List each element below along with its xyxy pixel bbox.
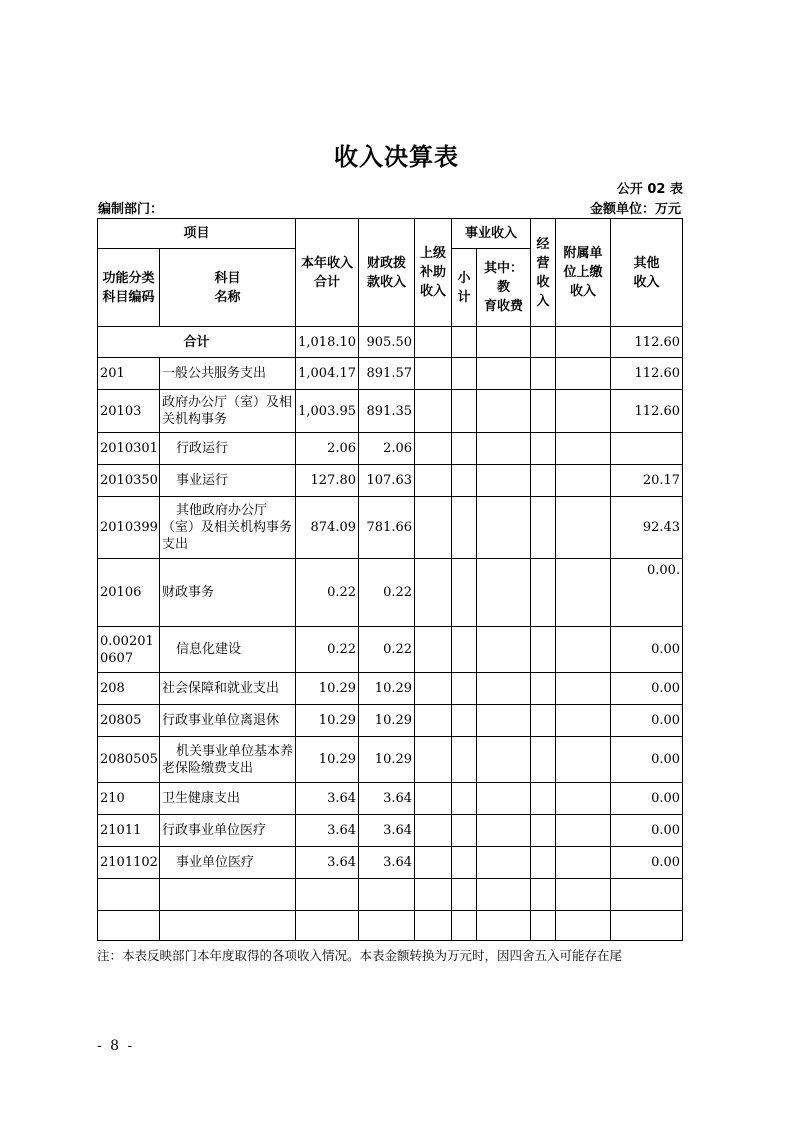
unit-label: 金额单位：万元 bbox=[589, 202, 681, 217]
subject-name-cell: 卫生健康支出 bbox=[160, 783, 296, 815]
subject-name-cell: 其他政府办公厅（室）及相关机构事务支出 bbox=[160, 497, 296, 559]
total-income-cell: 0.22 bbox=[296, 559, 359, 627]
table-row bbox=[98, 911, 683, 941]
total-label: 合计 bbox=[98, 327, 296, 358]
table-row bbox=[98, 358, 683, 390]
empty-cell bbox=[415, 433, 452, 465]
empty-cell bbox=[415, 497, 452, 559]
func-code-cell: 208 bbox=[98, 673, 160, 705]
fiscal-cell: 781.66 bbox=[359, 497, 415, 559]
empty-cell bbox=[556, 433, 611, 465]
empty-cell bbox=[98, 911, 160, 941]
other-cell: 0.00 bbox=[611, 847, 683, 879]
empty-cell bbox=[556, 815, 611, 847]
total-income-cell: 3.64 bbox=[296, 815, 359, 847]
other-cell: 0.00 bbox=[611, 627, 683, 673]
header-business: 事业收入 bbox=[452, 219, 531, 249]
header-fiscal: 财政拨 款收入 bbox=[359, 219, 415, 327]
empty-cell bbox=[296, 879, 359, 911]
table-row bbox=[98, 879, 683, 911]
empty-cell bbox=[531, 673, 556, 705]
empty-cell bbox=[556, 465, 611, 497]
table-row bbox=[98, 390, 683, 433]
empty-cell bbox=[531, 847, 556, 879]
total-other-cell: 112.60 bbox=[611, 327, 683, 358]
empty-cell bbox=[415, 737, 452, 783]
income-table bbox=[97, 218, 683, 941]
header-total-income: 本年收入 合计 bbox=[296, 219, 359, 327]
total-income-cell: 10.29 bbox=[296, 737, 359, 783]
func-code-cell: 20106 bbox=[98, 559, 160, 627]
empty-cell bbox=[359, 879, 415, 911]
empty-cell bbox=[359, 911, 415, 941]
form-code: 公开 02 表 bbox=[616, 182, 683, 197]
empty-cell bbox=[415, 327, 452, 358]
subject-name-cell: 社会保障和就业支出 bbox=[160, 673, 296, 705]
empty-cell bbox=[477, 327, 531, 358]
empty-cell bbox=[531, 559, 556, 627]
empty-cell bbox=[452, 783, 477, 815]
header-operating: 经 营 收 入 bbox=[531, 219, 556, 327]
empty-cell bbox=[452, 673, 477, 705]
fiscal-cell: 891.57 bbox=[359, 358, 415, 390]
other-cell: 112.60 bbox=[611, 358, 683, 390]
total-income-cell: 1,018.10 bbox=[296, 327, 359, 358]
empty-cell bbox=[531, 737, 556, 783]
page-title: 收入决算表 bbox=[334, 143, 459, 171]
empty-cell bbox=[415, 673, 452, 705]
total-income-cell: 3.64 bbox=[296, 847, 359, 879]
empty-cell bbox=[415, 911, 452, 941]
empty-cell bbox=[556, 783, 611, 815]
total-fiscal-cell: 905.50 bbox=[359, 327, 415, 358]
empty-cell bbox=[477, 627, 531, 673]
subject-name-cell: 财政事务 bbox=[160, 559, 296, 627]
empty-cell bbox=[556, 911, 611, 941]
empty-cell bbox=[531, 327, 556, 358]
header-edu-fee: 其中：教 育收费 bbox=[477, 249, 531, 327]
subject-name-cell: 事业单位医疗 bbox=[160, 847, 296, 879]
empty-cell bbox=[452, 433, 477, 465]
func-code-cell: 210 bbox=[98, 783, 160, 815]
subject-name-cell: 政府办公厅（室）及相关机构事务 bbox=[160, 390, 296, 433]
empty-cell bbox=[531, 911, 556, 941]
total-income-cell: 1,004.17 bbox=[296, 358, 359, 390]
empty-cell bbox=[556, 559, 611, 627]
empty-cell bbox=[556, 847, 611, 879]
empty-cell bbox=[556, 327, 611, 358]
other-cell: 112.60 bbox=[611, 390, 683, 433]
fiscal-cell: 10.29 bbox=[359, 705, 415, 737]
fiscal-cell: 10.29 bbox=[359, 673, 415, 705]
fiscal-cell: 891.35 bbox=[359, 390, 415, 433]
func-code-cell: 2010301 bbox=[98, 433, 160, 465]
empty-cell bbox=[531, 815, 556, 847]
empty-cell bbox=[296, 911, 359, 941]
table-row bbox=[98, 673, 683, 705]
empty-cell bbox=[415, 358, 452, 390]
total-income-cell: 127.80 bbox=[296, 465, 359, 497]
other-cell: 0.00 bbox=[611, 815, 683, 847]
empty-cell bbox=[415, 783, 452, 815]
total-income-cell: 10.29 bbox=[296, 705, 359, 737]
table-row bbox=[98, 433, 683, 465]
empty-cell bbox=[531, 497, 556, 559]
total-row bbox=[98, 327, 683, 358]
empty-cell bbox=[477, 497, 531, 559]
other-cell: 0.00 bbox=[611, 705, 683, 737]
fiscal-cell: 3.64 bbox=[359, 847, 415, 879]
fiscal-cell: 2.06 bbox=[359, 433, 415, 465]
table-row bbox=[98, 465, 683, 497]
empty-cell bbox=[556, 390, 611, 433]
fiscal-cell: 107.63 bbox=[359, 465, 415, 497]
empty-cell bbox=[415, 815, 452, 847]
empty-cell bbox=[452, 879, 477, 911]
header-affiliated: 附属单 位上缴 收入 bbox=[556, 219, 611, 327]
empty-cell bbox=[477, 847, 531, 879]
empty-cell bbox=[452, 815, 477, 847]
empty-cell bbox=[531, 879, 556, 911]
table-row bbox=[98, 847, 683, 879]
empty-cell bbox=[415, 390, 452, 433]
empty-cell bbox=[452, 847, 477, 879]
empty-cell bbox=[477, 879, 531, 911]
empty-cell bbox=[556, 627, 611, 673]
empty-cell bbox=[477, 737, 531, 783]
empty-cell bbox=[415, 879, 452, 911]
empty-cell bbox=[531, 783, 556, 815]
subject-name-cell: 行政事业单位医疗 bbox=[160, 815, 296, 847]
subject-name-cell: 一般公共服务支出 bbox=[160, 358, 296, 390]
subject-name-cell: 行政事业单位离退休 bbox=[160, 705, 296, 737]
other-cell: 20.17 bbox=[611, 465, 683, 497]
empty-cell bbox=[415, 559, 452, 627]
func-code-cell: 21011 bbox=[98, 815, 160, 847]
empty-cell bbox=[611, 879, 683, 911]
subject-name-cell: 事业运行 bbox=[160, 465, 296, 497]
func-code-cell: 201 bbox=[98, 358, 160, 390]
table-row bbox=[98, 705, 683, 737]
empty-cell bbox=[452, 627, 477, 673]
subject-name-cell: 机关事业单位基本养老保险缴费支出 bbox=[160, 737, 296, 783]
table-row bbox=[98, 815, 683, 847]
empty-cell bbox=[477, 911, 531, 941]
other-cell: 0.00 bbox=[611, 783, 683, 815]
func-code-cell: 20805 bbox=[98, 705, 160, 737]
total-income-cell: 874.09 bbox=[296, 497, 359, 559]
empty-cell bbox=[477, 783, 531, 815]
empty-cell bbox=[477, 465, 531, 497]
empty-cell bbox=[452, 327, 477, 358]
total-income-cell: 0.22 bbox=[296, 627, 359, 673]
empty-cell bbox=[415, 465, 452, 497]
empty-cell bbox=[415, 627, 452, 673]
empty-cell bbox=[556, 705, 611, 737]
fiscal-cell: 10.29 bbox=[359, 737, 415, 783]
empty-cell bbox=[477, 390, 531, 433]
fiscal-cell: 3.64 bbox=[359, 783, 415, 815]
empty-cell bbox=[452, 465, 477, 497]
empty-cell bbox=[452, 911, 477, 941]
empty-cell bbox=[452, 358, 477, 390]
total-income-cell: 1,003.95 bbox=[296, 390, 359, 433]
empty-cell bbox=[98, 879, 160, 911]
fiscal-cell: 3.64 bbox=[359, 815, 415, 847]
header-other: 其他 收入 bbox=[611, 219, 683, 327]
total-income-cell: 10.29 bbox=[296, 673, 359, 705]
fiscal-cell: 0.22 bbox=[359, 627, 415, 673]
empty-cell bbox=[556, 497, 611, 559]
total-income-cell: 3.64 bbox=[296, 783, 359, 815]
page-number: - 8 - bbox=[97, 1038, 135, 1054]
empty-cell bbox=[531, 433, 556, 465]
func-code-cell: 2010350 bbox=[98, 465, 160, 497]
empty-cell bbox=[556, 358, 611, 390]
func-code-cell: 2101102 bbox=[98, 847, 160, 879]
empty-cell bbox=[452, 497, 477, 559]
header-superior: 上级 补助 收入 bbox=[415, 219, 452, 327]
empty-cell bbox=[556, 737, 611, 783]
table-row bbox=[98, 497, 683, 559]
header-row-1 bbox=[98, 219, 683, 249]
empty-cell bbox=[477, 433, 531, 465]
func-code-cell: 20103 bbox=[98, 390, 160, 433]
empty-cell bbox=[531, 705, 556, 737]
other-cell bbox=[611, 433, 683, 465]
empty-cell bbox=[556, 879, 611, 911]
empty-cell bbox=[415, 705, 452, 737]
empty-cell bbox=[611, 911, 683, 941]
other-cell: 0.00 bbox=[611, 673, 683, 705]
empty-cell bbox=[531, 627, 556, 673]
header-func-code: 功能分类 科目编码 bbox=[98, 249, 160, 327]
empty-cell bbox=[477, 673, 531, 705]
table-row bbox=[98, 783, 683, 815]
empty-cell bbox=[160, 911, 296, 941]
fiscal-cell: 0.22 bbox=[359, 559, 415, 627]
empty-cell bbox=[452, 737, 477, 783]
empty-cell bbox=[531, 465, 556, 497]
footnote: 注：本表反映部门本年度取得的各项收入情况。本表金额转换为万元时，因四舍五入可能存在尾 bbox=[97, 948, 623, 963]
empty-cell bbox=[452, 390, 477, 433]
empty-cell bbox=[531, 390, 556, 433]
empty-cell bbox=[477, 559, 531, 627]
table-row bbox=[98, 737, 683, 783]
func-code-cell: 2010399 bbox=[98, 497, 160, 559]
empty-cell bbox=[452, 705, 477, 737]
empty-cell bbox=[556, 673, 611, 705]
empty-cell bbox=[531, 358, 556, 390]
empty-cell bbox=[477, 815, 531, 847]
department-label: 编制部门： bbox=[98, 202, 164, 217]
empty-cell bbox=[452, 559, 477, 627]
empty-cell bbox=[160, 879, 296, 911]
other-cell: 0.00. bbox=[611, 559, 683, 627]
header-subtotal: 小 计 bbox=[452, 249, 477, 327]
subject-name-cell: 信息化建设 bbox=[160, 627, 296, 673]
other-cell: 0.00 bbox=[611, 737, 683, 783]
other-cell: 92.43 bbox=[611, 497, 683, 559]
table-row bbox=[98, 559, 683, 627]
empty-cell bbox=[477, 705, 531, 737]
total-income-cell: 2.06 bbox=[296, 433, 359, 465]
header-subject-name: 科目 名称 bbox=[160, 249, 296, 327]
func-code-cell: 0.002010607 bbox=[98, 627, 160, 673]
header-project: 项目 bbox=[98, 219, 296, 249]
func-code-cell: 2080505 bbox=[98, 737, 160, 783]
empty-cell bbox=[415, 847, 452, 879]
table-row bbox=[98, 627, 683, 673]
empty-cell bbox=[477, 358, 531, 390]
subject-name-cell: 行政运行 bbox=[160, 433, 296, 465]
